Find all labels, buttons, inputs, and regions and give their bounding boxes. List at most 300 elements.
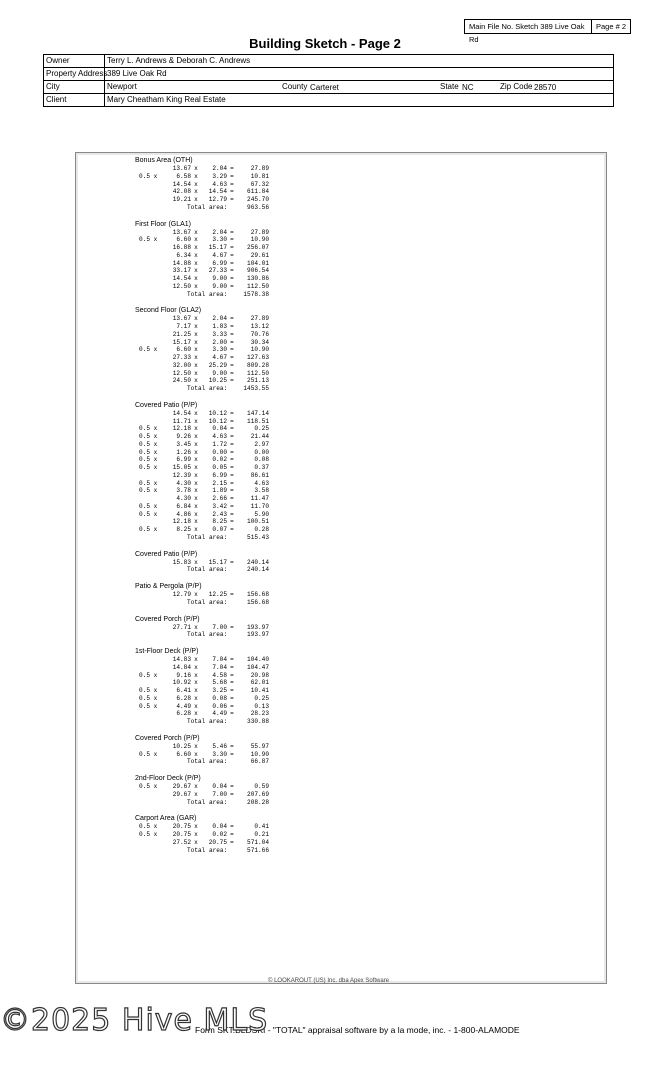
equals-sign: = bbox=[230, 448, 234, 456]
area: 29.61 bbox=[250, 251, 269, 259]
times-sign: x bbox=[194, 165, 198, 172]
area: 240.14 bbox=[247, 558, 269, 566]
length: 12.18 bbox=[172, 425, 191, 433]
times-sign: x bbox=[194, 663, 198, 671]
equals-sign: = bbox=[230, 742, 234, 750]
equals-sign: = bbox=[230, 702, 234, 710]
times-sign: x bbox=[194, 172, 198, 180]
width: 0.04 bbox=[212, 783, 227, 790]
area-section bbox=[135, 735, 335, 766]
area: 0.41 bbox=[254, 823, 269, 831]
area: 127.63 bbox=[247, 354, 269, 361]
calc-row bbox=[135, 679, 335, 687]
times-sign: x bbox=[194, 591, 198, 598]
calc-row bbox=[135, 831, 335, 839]
total-value: 240.14 bbox=[247, 566, 269, 574]
width: 3.42 bbox=[212, 502, 227, 510]
property-info-table bbox=[43, 54, 614, 107]
total-row bbox=[135, 631, 335, 639]
total-row bbox=[135, 566, 335, 574]
address-row bbox=[44, 68, 613, 81]
length: 42.08 bbox=[172, 188, 191, 196]
area: 27.89 bbox=[250, 228, 269, 236]
width: 7.04 bbox=[212, 656, 227, 663]
calc-row bbox=[135, 839, 335, 847]
length: 4.86 bbox=[176, 510, 191, 518]
area: 251.13 bbox=[247, 377, 269, 385]
times-sign: x bbox=[194, 558, 198, 566]
length: 15.17 bbox=[172, 338, 191, 346]
section-title: Covered Porch (P/P) bbox=[135, 734, 200, 742]
times-sign: x bbox=[194, 251, 198, 259]
equals-sign: = bbox=[230, 526, 234, 533]
area-section bbox=[135, 815, 335, 854]
calc-row bbox=[135, 703, 335, 711]
equals-sign: = bbox=[230, 377, 234, 385]
length: 14.88 bbox=[172, 259, 191, 267]
width: 5.68 bbox=[212, 679, 227, 687]
length: 13.67 bbox=[172, 228, 191, 236]
width: 8.25 bbox=[212, 518, 227, 526]
equals-sign: = bbox=[230, 228, 234, 236]
calc-row bbox=[135, 370, 335, 378]
width: 4.58 bbox=[212, 671, 227, 679]
length: 9.16 bbox=[176, 671, 191, 679]
calc-row bbox=[135, 624, 335, 632]
times-sign: x bbox=[194, 687, 198, 694]
calc-row bbox=[135, 252, 335, 260]
calc-row bbox=[135, 267, 335, 275]
equals-sign: = bbox=[230, 510, 234, 518]
calc-row bbox=[135, 710, 335, 718]
total-row bbox=[135, 534, 335, 542]
total-label: Total area: bbox=[187, 290, 228, 298]
length: 6.41 bbox=[176, 687, 191, 694]
times-sign: x bbox=[194, 417, 198, 425]
times-sign: x bbox=[194, 838, 198, 846]
section-title: 2nd-Floor Deck (P/P) bbox=[135, 775, 201, 782]
client-value: Mary Cheatham King Real Estate bbox=[107, 95, 226, 104]
area: 0.21 bbox=[254, 831, 269, 838]
address-label: Property Address bbox=[46, 69, 108, 78]
client-label: Client bbox=[46, 95, 67, 104]
factor: 0.5 x bbox=[139, 831, 158, 838]
factor: 0.5 x bbox=[139, 694, 158, 702]
total-label: Total area: bbox=[187, 718, 228, 725]
section-title: Patio & Pergola (P/P) bbox=[135, 583, 202, 590]
calc-row bbox=[135, 664, 335, 672]
width: 0.08 bbox=[212, 694, 227, 702]
length: 12.50 bbox=[172, 369, 191, 377]
length: 9.26 bbox=[176, 433, 191, 440]
section-title: Covered Porch (P/P) bbox=[135, 615, 200, 623]
total-label: Total area: bbox=[187, 203, 228, 211]
width: 10.12 bbox=[208, 417, 227, 425]
calc-row bbox=[135, 559, 335, 567]
page-number: Page # 2 bbox=[596, 22, 627, 31]
calc-row bbox=[135, 260, 335, 268]
calc-row bbox=[135, 791, 335, 799]
area: 104.01 bbox=[247, 259, 269, 267]
total-row bbox=[135, 847, 335, 855]
factor: 0.5 x bbox=[139, 172, 158, 180]
total-label: Total area: bbox=[187, 533, 228, 541]
calc-row bbox=[135, 495, 335, 503]
times-sign: x bbox=[194, 502, 198, 510]
calc-row bbox=[135, 196, 335, 204]
area: 21.44 bbox=[250, 433, 269, 440]
width: 10.25 bbox=[208, 377, 227, 385]
area: 10.81 bbox=[250, 172, 269, 180]
times-sign: x bbox=[194, 346, 198, 354]
equals-sign: = bbox=[230, 323, 234, 330]
calc-row bbox=[135, 751, 335, 759]
area: 4.63 bbox=[254, 479, 269, 487]
area: 10.90 bbox=[250, 236, 269, 244]
area-section bbox=[135, 616, 335, 640]
factor: 0.5 x bbox=[139, 433, 158, 440]
equals-sign: = bbox=[230, 236, 234, 244]
length: 12.79 bbox=[172, 591, 191, 598]
length: 19.21 bbox=[172, 196, 191, 203]
total-value: 1578.38 bbox=[243, 290, 269, 298]
width: 2.66 bbox=[212, 495, 227, 502]
equals-sign: = bbox=[230, 369, 234, 377]
factor: 0.5 x bbox=[139, 687, 158, 694]
equals-sign: = bbox=[230, 275, 234, 282]
area: 70.76 bbox=[250, 330, 269, 338]
total-value: 208.28 bbox=[247, 798, 269, 806]
length: 6.84 bbox=[176, 502, 191, 510]
equals-sign: = bbox=[230, 783, 234, 790]
factor: 0.5 x bbox=[139, 526, 158, 533]
area: 0.25 bbox=[254, 425, 269, 433]
times-sign: x bbox=[194, 259, 198, 267]
width: 0.02 bbox=[212, 456, 227, 464]
length: 6.60 bbox=[176, 346, 191, 354]
width: 6.99 bbox=[212, 259, 227, 267]
calc-row bbox=[135, 236, 335, 244]
area: 67.32 bbox=[250, 180, 269, 188]
owner-label: Owner bbox=[46, 56, 70, 65]
length: 15.83 bbox=[172, 558, 191, 566]
city-row bbox=[44, 81, 613, 94]
length: 10.25 bbox=[172, 742, 191, 750]
equals-sign: = bbox=[230, 838, 234, 846]
state-value: NC bbox=[462, 83, 474, 92]
calc-row bbox=[135, 377, 335, 385]
area-section bbox=[135, 307, 335, 393]
times-sign: x bbox=[194, 369, 198, 377]
factor: 0.5 x bbox=[139, 236, 158, 244]
width: 0.02 bbox=[212, 831, 227, 838]
area: 10.90 bbox=[250, 346, 269, 354]
zip-value: 28570 bbox=[534, 83, 557, 92]
area: 130.86 bbox=[247, 275, 269, 282]
times-sign: x bbox=[194, 750, 198, 758]
times-sign: x bbox=[194, 823, 198, 831]
area: 809.28 bbox=[247, 361, 269, 369]
calc-row bbox=[135, 323, 335, 331]
width: 3.30 bbox=[212, 236, 227, 244]
calc-row bbox=[135, 743, 335, 751]
times-sign: x bbox=[194, 448, 198, 456]
length: 8.25 bbox=[176, 526, 191, 533]
area: 11.47 bbox=[250, 495, 269, 502]
times-sign: x bbox=[194, 361, 198, 369]
times-sign: x bbox=[194, 479, 198, 487]
length: 7.17 bbox=[176, 323, 191, 330]
section-title: Bonus Area (OTH) bbox=[135, 157, 193, 164]
length: 20.75 bbox=[172, 823, 191, 831]
area: 11.70 bbox=[250, 502, 269, 510]
calc-row bbox=[135, 283, 335, 291]
times-sign: x bbox=[194, 487, 198, 495]
width: 9.00 bbox=[212, 282, 227, 290]
width: 2.15 bbox=[212, 479, 227, 487]
length: 6.34 bbox=[176, 251, 191, 259]
length: 12.50 bbox=[172, 282, 191, 290]
width: 0.06 bbox=[212, 702, 227, 710]
area: 0.37 bbox=[254, 464, 269, 471]
equals-sign: = bbox=[230, 464, 234, 471]
width: 1.72 bbox=[212, 440, 227, 448]
width: 0.07 bbox=[212, 526, 227, 533]
calc-row bbox=[135, 244, 335, 252]
times-sign: x bbox=[194, 188, 198, 196]
area: 27.89 bbox=[250, 315, 269, 323]
page-title: Building Sketch - Page 2 bbox=[249, 36, 401, 51]
calc-row bbox=[135, 526, 335, 534]
times-sign: x bbox=[194, 267, 198, 275]
total-value: 156.68 bbox=[247, 598, 269, 606]
width: 4.67 bbox=[212, 251, 227, 259]
times-sign: x bbox=[194, 679, 198, 687]
equals-sign: = bbox=[230, 687, 234, 694]
times-sign: x bbox=[194, 440, 198, 448]
length: 14.54 bbox=[172, 409, 191, 417]
calc-row bbox=[135, 480, 335, 488]
area-section bbox=[135, 551, 335, 575]
times-sign: x bbox=[194, 354, 198, 361]
calc-row bbox=[135, 188, 335, 196]
area-calculations bbox=[135, 157, 335, 863]
times-sign: x bbox=[194, 228, 198, 236]
area: 10.41 bbox=[250, 687, 269, 694]
width: 2.04 bbox=[212, 315, 227, 323]
total-label: Total area: bbox=[187, 385, 228, 392]
total-value: 66.87 bbox=[250, 758, 269, 766]
equals-sign: = bbox=[230, 487, 234, 495]
factor: 0.5 x bbox=[139, 346, 158, 354]
calc-row bbox=[135, 783, 335, 791]
equals-sign: = bbox=[230, 679, 234, 687]
calc-row bbox=[135, 823, 335, 831]
length: 3.45 bbox=[176, 440, 191, 448]
equals-sign: = bbox=[230, 591, 234, 598]
area: 0.59 bbox=[254, 783, 269, 790]
calc-row bbox=[135, 315, 335, 323]
equals-sign: = bbox=[230, 425, 234, 433]
width: 14.54 bbox=[208, 188, 227, 196]
times-sign: x bbox=[194, 495, 198, 502]
times-sign: x bbox=[194, 275, 198, 282]
equals-sign: = bbox=[230, 361, 234, 369]
equals-sign: = bbox=[230, 694, 234, 702]
equals-sign: = bbox=[230, 471, 234, 479]
length: 6.28 bbox=[176, 694, 191, 702]
calc-row bbox=[135, 418, 335, 426]
calc-row bbox=[135, 695, 335, 703]
times-sign: x bbox=[194, 338, 198, 346]
calc-row bbox=[135, 464, 335, 472]
city-value: Newport bbox=[107, 82, 137, 91]
length: 4.30 bbox=[176, 479, 191, 487]
area: 112.50 bbox=[247, 369, 269, 377]
width: 4.63 bbox=[212, 433, 227, 440]
width: 3.25 bbox=[212, 687, 227, 694]
factor: 0.5 x bbox=[139, 456, 158, 464]
area: 112.50 bbox=[247, 282, 269, 290]
area: 2.97 bbox=[254, 440, 269, 448]
factor: 0.5 x bbox=[139, 425, 158, 433]
area: 147.14 bbox=[247, 409, 269, 417]
equals-sign: = bbox=[230, 558, 234, 566]
area: 86.61 bbox=[250, 471, 269, 479]
total-label: Total area: bbox=[187, 598, 228, 606]
calc-row bbox=[135, 672, 335, 680]
length: 29.67 bbox=[172, 783, 191, 790]
width: 4.63 bbox=[212, 180, 227, 188]
area-section bbox=[135, 583, 335, 607]
width: 15.17 bbox=[208, 558, 227, 566]
times-sign: x bbox=[194, 425, 198, 433]
width: 20.75 bbox=[208, 838, 227, 846]
length: 20.75 bbox=[172, 831, 191, 838]
total-label: Total area: bbox=[187, 566, 228, 574]
times-sign: x bbox=[194, 196, 198, 203]
area: 28.23 bbox=[250, 710, 269, 718]
calc-row bbox=[135, 165, 335, 173]
length: 4.49 bbox=[176, 702, 191, 710]
equals-sign: = bbox=[230, 750, 234, 758]
area: 156.68 bbox=[247, 591, 269, 598]
width: 4.49 bbox=[212, 710, 227, 718]
calc-row bbox=[135, 503, 335, 511]
calc-row bbox=[135, 591, 335, 599]
calc-row bbox=[135, 229, 335, 237]
equals-sign: = bbox=[230, 433, 234, 440]
factor: 0.5 x bbox=[139, 823, 158, 831]
width: 27.33 bbox=[208, 267, 227, 275]
length: 32.00 bbox=[172, 361, 191, 369]
total-row bbox=[135, 718, 335, 726]
length: 27.33 bbox=[172, 354, 191, 361]
equals-sign: = bbox=[230, 251, 234, 259]
times-sign: x bbox=[194, 433, 198, 440]
times-sign: x bbox=[194, 702, 198, 710]
total-label: Total area: bbox=[187, 798, 228, 806]
times-sign: x bbox=[194, 464, 198, 471]
width: 3.29 bbox=[212, 172, 227, 180]
equals-sign: = bbox=[230, 282, 234, 290]
length: 6.60 bbox=[176, 750, 191, 758]
width: 2.04 bbox=[212, 165, 227, 172]
area: 5.90 bbox=[254, 510, 269, 518]
area: 906.54 bbox=[247, 267, 269, 275]
area: 3.58 bbox=[254, 487, 269, 495]
length: 6.28 bbox=[176, 710, 191, 718]
length: 6.99 bbox=[176, 456, 191, 464]
calc-row bbox=[135, 518, 335, 526]
width: 6.99 bbox=[212, 471, 227, 479]
factor: 0.5 x bbox=[139, 502, 158, 510]
section-title: Second Floor (GLA2) bbox=[135, 307, 202, 315]
total-row bbox=[135, 204, 335, 212]
times-sign: x bbox=[194, 282, 198, 290]
state-label: State bbox=[440, 82, 459, 91]
area: 62.01 bbox=[250, 679, 269, 687]
length: 14.83 bbox=[172, 656, 191, 663]
calc-row bbox=[135, 346, 335, 354]
width: 7.04 bbox=[212, 663, 227, 671]
section-title: Covered Patio (P/P) bbox=[135, 401, 198, 409]
factor: 0.5 x bbox=[139, 510, 158, 518]
width: 4.67 bbox=[212, 354, 227, 361]
calc-row bbox=[135, 449, 335, 457]
width: 0.00 bbox=[212, 448, 227, 456]
total-row bbox=[135, 758, 335, 766]
total-label: Total area: bbox=[187, 631, 228, 639]
times-sign: x bbox=[194, 671, 198, 679]
length: 21.25 bbox=[172, 330, 191, 338]
times-sign: x bbox=[194, 710, 198, 718]
area: 611.84 bbox=[247, 188, 269, 196]
equals-sign: = bbox=[230, 188, 234, 196]
width: 15.17 bbox=[208, 244, 227, 251]
area: 0.25 bbox=[254, 694, 269, 702]
total-row bbox=[135, 599, 335, 607]
calc-row bbox=[135, 339, 335, 347]
width: 0.05 bbox=[212, 464, 227, 471]
length: 12.39 bbox=[172, 471, 191, 479]
equals-sign: = bbox=[230, 440, 234, 448]
width: 25.29 bbox=[208, 361, 227, 369]
calc-row bbox=[135, 472, 335, 480]
area: 13.12 bbox=[250, 323, 269, 330]
city-label: City bbox=[46, 82, 60, 91]
equals-sign: = bbox=[230, 354, 234, 361]
width: 12.25 bbox=[208, 591, 227, 598]
factor: 0.5 x bbox=[139, 702, 158, 710]
width: 3.30 bbox=[212, 750, 227, 758]
factor: 0.5 x bbox=[139, 464, 158, 471]
factor: 0.5 x bbox=[139, 479, 158, 487]
times-sign: x bbox=[194, 471, 198, 479]
length: 11.71 bbox=[172, 417, 191, 425]
calc-row bbox=[135, 331, 335, 339]
length: 13.67 bbox=[172, 165, 191, 172]
area: 0.13 bbox=[254, 702, 269, 710]
area: 20.98 bbox=[250, 671, 269, 679]
area: 256.07 bbox=[247, 244, 269, 251]
section-title: First Floor (GLA1) bbox=[135, 220, 192, 228]
equals-sign: = bbox=[230, 823, 234, 831]
calc-row bbox=[135, 433, 335, 441]
equals-sign: = bbox=[230, 656, 234, 663]
equals-sign: = bbox=[230, 479, 234, 487]
equals-sign: = bbox=[230, 267, 234, 275]
